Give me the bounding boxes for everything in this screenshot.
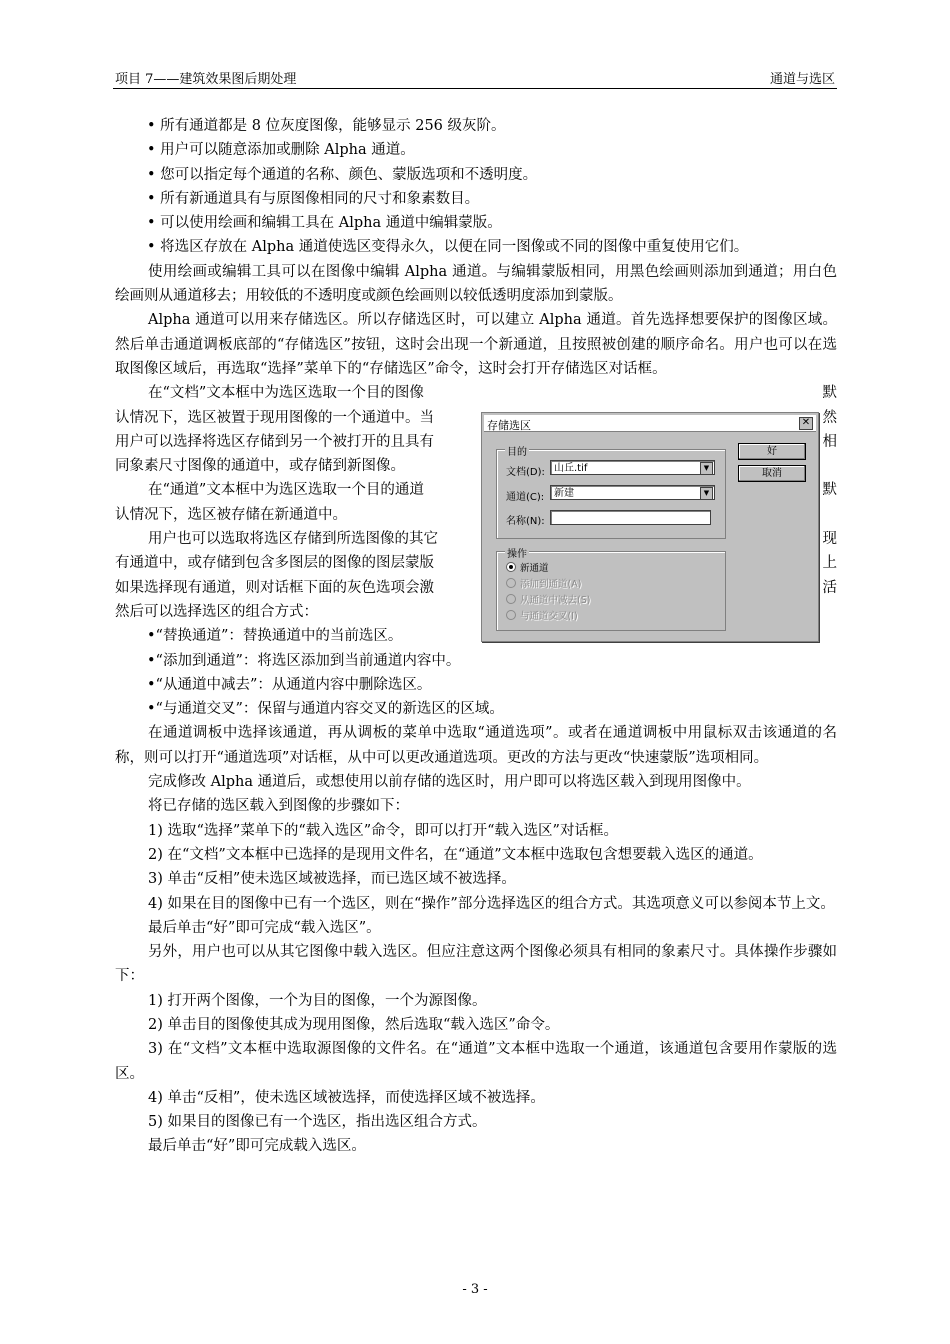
operation-radio-label: 新通道 [520, 563, 549, 574]
step-item: 3) 单击“反相”使未选区域被选择，而已选区域不被选择。 [148, 871, 516, 888]
operation-radio-label: 从通道中减去(S) [520, 595, 591, 606]
wrap-line-left: 同象素尺寸图像的通道中，或存储到新图像。 [115, 458, 405, 475]
paragraph: 最后单击“好”即可完成载入选区。 [148, 1138, 366, 1155]
operation-radio-label: 添加到通道(A) [520, 579, 582, 590]
operation-radio[interactable] [506, 594, 590, 608]
document-select-value: 山丘.tif [554, 463, 588, 474]
operation-radio[interactable] [506, 610, 578, 624]
step-item: 5) 如果目的图像已有一个选区，指出选区组合方式。 [148, 1114, 487, 1131]
wrap-line-right: 相 [822, 433, 837, 450]
save-selection-dialog [481, 412, 819, 642]
step-item: 4) 单击“反相”，使未选区域被选择，而使选择区域不被选择。 [148, 1089, 545, 1106]
wrap-line-left: 有通道中，或存储到包含多图层的图像的图层蒙版 [115, 555, 434, 572]
bullet-item: • 将选区存放在 Alpha 通道使选区变得永久，以便在同一图像或不同的图像中重复使用它们。 [147, 239, 749, 256]
bullet-item: •“替换通道”：替换通道中的当前选区。 [147, 628, 403, 645]
document-label: 文档(D): [506, 467, 545, 478]
wrap-line-left: 用户可以选择将选区存储到另一个被打开的且具有 [115, 433, 434, 450]
wrap-line-left: 用户也可以选取将选区存储到所选图像的其它 [148, 531, 438, 548]
radio-icon[interactable] [506, 562, 516, 572]
wrap-line-right: 默 [822, 385, 837, 402]
bullet-item: • 您可以指定每个通道的名称、颜色、蒙版选项和不透明度。 [147, 166, 538, 183]
wrap-line-left: 如果选择现有通道，则对话框下面的灰色选项会激 [115, 579, 434, 596]
paragraph: 将已存储的选区载入到图像的步骤如下： [148, 798, 409, 815]
dialog-titlebar [484, 415, 816, 432]
paragraph: 最后单击“好”即可完成“载入选区”。 [148, 919, 381, 936]
radio-icon[interactable] [506, 594, 516, 604]
operation-group-label: 操作 [505, 545, 529, 560]
step-item: 1) 打开两个图像，一个为目的图像，一个为源图像。 [148, 992, 487, 1009]
wrap-line-right: 然 [822, 409, 837, 426]
wrap-line-left: 认情况下，选区被存储在新通道中。 [115, 506, 347, 523]
bullet-item: • 所有通道都是 8 位灰度图像，能够显示 256 级灰阶。 [147, 118, 506, 134]
operation-radio-label: 与通道交叉(I) [520, 611, 578, 622]
dialog-title: 存储选区 [487, 419, 531, 432]
bullet-item: • 用户可以随意添加或删除 Alpha 通道。 [147, 142, 415, 159]
paragraph: 在通道调板中选择该通道，再从调板的菜单中选取“通道选项”。或者在通道调板中用鼠标双击该通道的名称，则可以打开“通道选项”对话框，从中可以更改通道选项。更改的方法与更改“快速蒙版”选项相同。 [115, 725, 837, 766]
wrap-line-right: 现 [822, 531, 837, 548]
bullet-item: • 可以使用绘画和编辑工具在 Alpha 通道中编辑蒙版。 [147, 215, 502, 232]
bullet-item: •“与通道交叉”：保留与通道内容交叉的新选区的区域。 [147, 701, 504, 718]
document-select[interactable] [550, 460, 715, 475]
step-item: 2) 单击目的图像使其成为现用图像，然后选取“载入选区”命令。 [148, 1016, 560, 1033]
header-chapter: 项目 7——建筑效果图后期处理 [115, 72, 297, 87]
bullet-item: • 所有新通道具有与原图像相同的尺寸和象素数目。 [147, 190, 480, 207]
wrap-line [115, 381, 837, 405]
operation-radio[interactable] [506, 578, 581, 592]
channel-select-value: 新建 [554, 488, 574, 499]
name-input[interactable] [550, 510, 711, 525]
bullet-item: •“添加到通道”：将选区添加到当前通道内容中。 [147, 652, 461, 669]
wrap-line-right: 活 [822, 579, 837, 596]
name-label: 名称(N): [506, 516, 545, 527]
radio-icon[interactable] [506, 610, 516, 620]
step-item: 1) 选取“选择”菜单下的“载入选区”命令，即可以打开“载入选区”对话框。 [148, 822, 618, 839]
wrap-line-right: 默 [822, 482, 837, 499]
channel-label: 通道(C): [506, 492, 545, 503]
radio-icon[interactable] [506, 578, 516, 588]
page-number: - 3 - [462, 1282, 488, 1297]
paragraph: 完成修改 Alpha 通道后，或想使用以前存储的选区时，用户即可以将选区载入到现用图像中。 [148, 774, 751, 791]
header-section: 通道与选区 [769, 72, 835, 87]
step-item: 2) 在“文档”文本框中已选择的是现用文件名，在“通道”文本框中选取包含想要载入选区的通道。 [148, 846, 763, 863]
destination-group-label: 目的 [505, 443, 529, 458]
chevron-down-icon[interactable]: ▼ [700, 462, 713, 475]
chevron-down-icon[interactable]: ▼ [700, 487, 713, 500]
close-icon[interactable]: ✕ [799, 417, 813, 430]
operation-radio[interactable] [506, 562, 549, 576]
wrap-line-left: 在“通道”文本框中为选区选取一个目的通道 [148, 482, 424, 499]
wrap-line-left: 然后可以选择选区的组合方式： [115, 603, 318, 620]
running-header [113, 66, 837, 89]
wrap-line-left: 认情况下，选区被置于现用图像的一个通道中。当 [115, 409, 434, 426]
cancel-button[interactable]: 取消 [738, 465, 806, 482]
paragraph: 使用绘画或编辑工具可以在图像中编辑 Alpha 通道。与编辑蒙版相同，用黑色绘画则添加到通道；用白色绘画则从通道移去；用较低的不透明度或颜色绘画则以较低透明度添加到蒙版。 [115, 263, 837, 305]
wrap-line-left: 在“文档”文本框中为选区选取一个目的图像 [148, 385, 424, 402]
step-item: 4) 如果在目的图像中已有一个选区，则在“操作”部分选择选区的组合方式。其选项意义可以参阅本节上文。 [148, 895, 835, 912]
wrap-line-right: 上 [822, 555, 837, 572]
paragraph: Alpha 通道可以用来存储选区。所以存储选区时，可以建立 Alpha 通道。首先选择想要保护的图像区域。然后单击通道调板底部的“存储选区”按钮，这时会出现一个新通道，且按照被创建的顺序命名。用户也可以在选取图像区域后，再选取“选择”菜单下的“存储选区”命令，这时会打开存储选区对话框。 [115, 312, 837, 377]
bullet-item: •“从通道中减去”：从通道内容中删除选区。 [147, 676, 432, 693]
ok-button[interactable]: 好 [738, 443, 806, 460]
channel-select[interactable] [550, 485, 715, 500]
paragraph: 另外，用户也可以从其它图像中载入选区。但应注意这两个图像必须具有相同的象素尺寸。具体操作步骤如下： [115, 944, 837, 985]
step-item: 3) 在“文档”文本框中选取源图像的文件名。在“通道”文本框中选取一个通道，该通道包含要用作蒙版的选区。 [115, 1041, 837, 1082]
